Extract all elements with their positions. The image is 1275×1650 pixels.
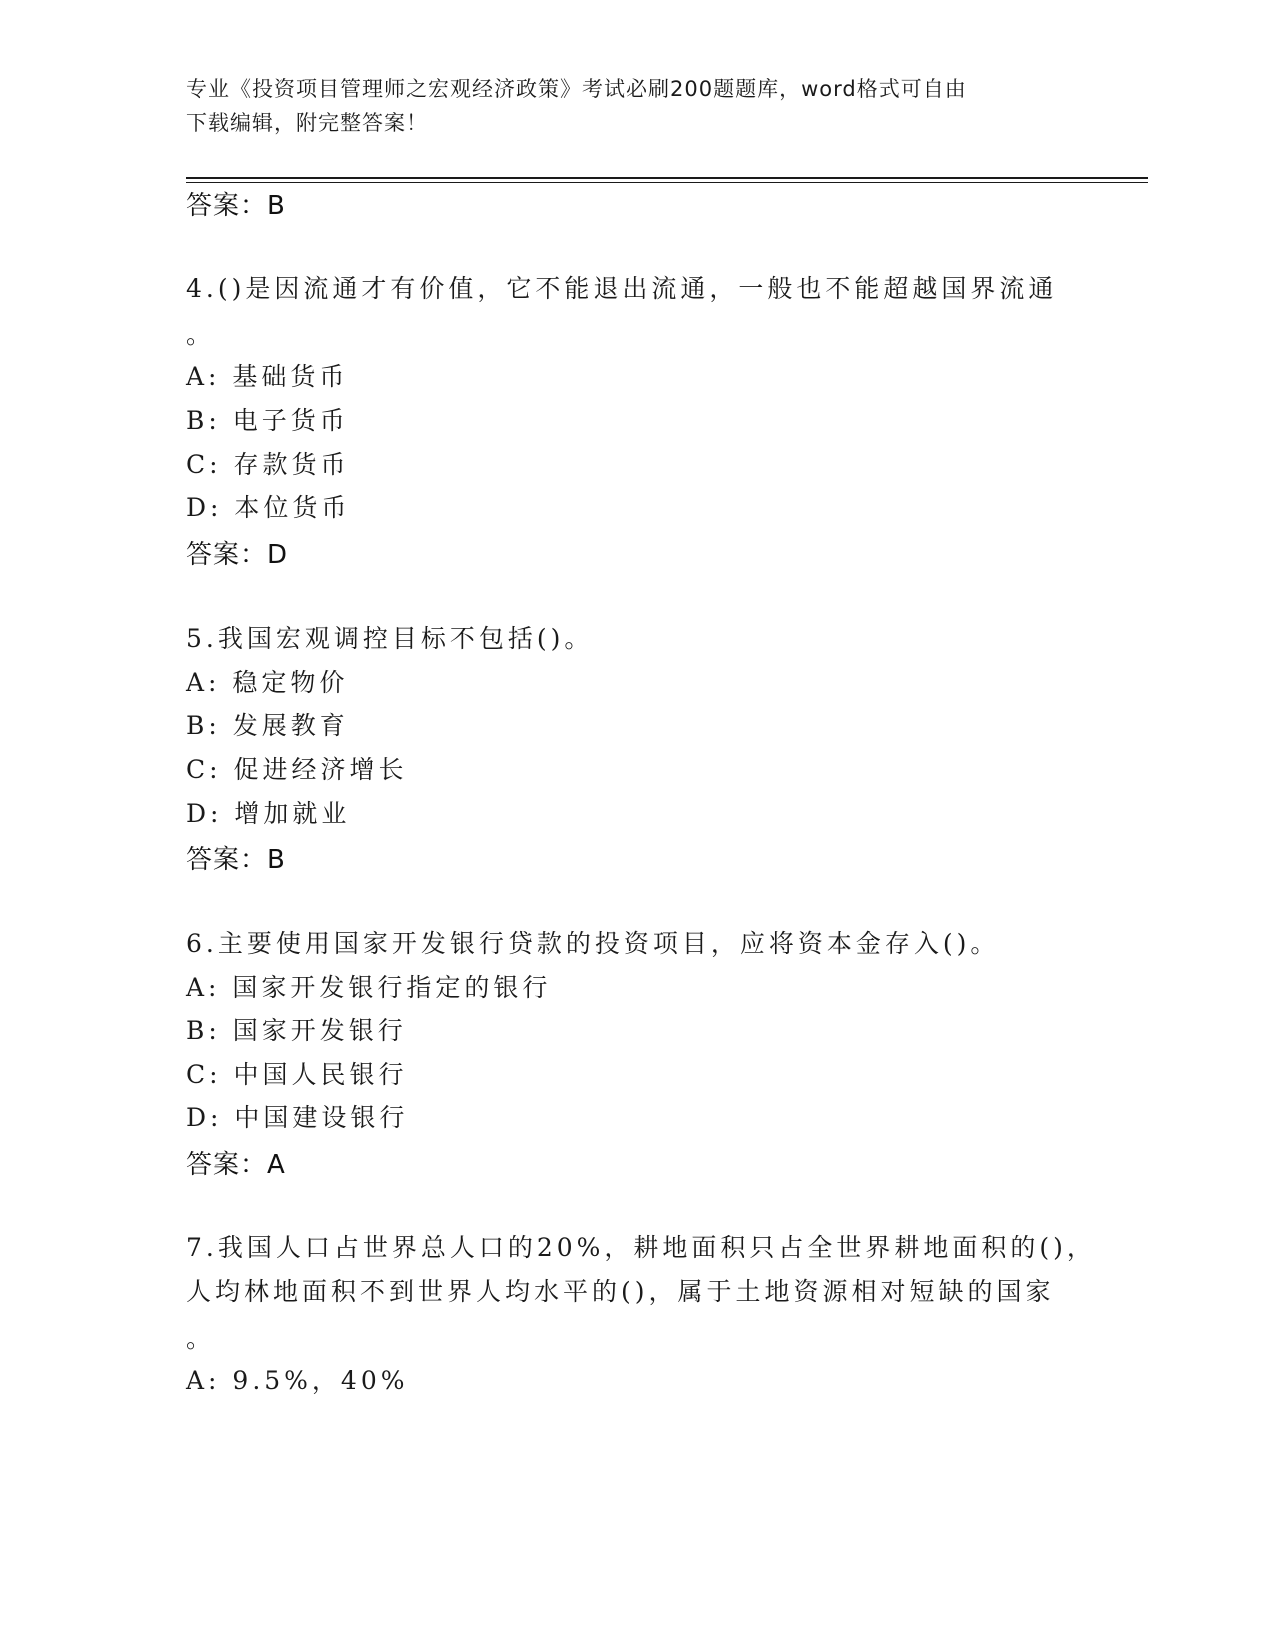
answer-q4: 答案：D (186, 540, 289, 570)
question-5-option-c: C: 促进经济增长 (186, 755, 408, 784)
question-7-text-end: 。 (186, 1324, 216, 1353)
question-4-option-a: A: 基础货币 (186, 362, 349, 391)
question-4-option-b: B: 电子货币 (186, 406, 349, 435)
header-line-1: 专业《投资项目管理师之宏观经济政策》考试必刷200题题库，word格式可自由 (186, 77, 967, 101)
document-header (186, 72, 1066, 140)
question-5-option-b: B: 发展教育 (186, 711, 349, 740)
question-4-text: 4.()是因流通才有价值，它不能退出流通，一般也不能超越国界流通 (186, 274, 1058, 303)
question-6-option-d: D: 中国建设银行 (186, 1103, 409, 1132)
question-5-option-d: D: 增加就业 (186, 799, 351, 828)
question-4-text-cont: 。 (186, 320, 216, 349)
answer-q5: 答案：B (186, 845, 286, 875)
question-7-text: 7.我国人口占世界总人口的20%，耕地面积只占全世界耕地面积的()， (186, 1233, 1096, 1262)
header-line-2: 下载编辑，附完整答案！ (186, 111, 428, 135)
answer-q6: 答案：A (186, 1150, 286, 1180)
question-6-text: 6.主要使用国家开发银行贷款的投资项目，应将资本金存入()。 (186, 929, 1000, 958)
question-5-text: 5.我国宏观调控目标不包括()。 (186, 624, 594, 653)
question-4-option-c: C: 存款货币 (186, 450, 350, 479)
question-6-option-b: B: 国家开发银行 (186, 1016, 407, 1045)
header-rule-thin (186, 182, 1148, 183)
question-4-option-d: D: 本位货币 (186, 493, 351, 522)
header-rule-thick (186, 177, 1148, 179)
question-7-text-cont: 人均林地面积不到世界人均水平的()，属于土地资源相对短缺的国家 (186, 1277, 1055, 1306)
question-5-option-a: A: 稳定物价 (186, 668, 349, 697)
question-6-option-a: A: 国家开发银行指定的银行 (186, 973, 552, 1002)
question-7-option-a: A: 9.5%，40% (186, 1366, 409, 1395)
answer-q3: 答案：B (186, 191, 286, 221)
question-6-option-c: C: 中国人民银行 (186, 1060, 408, 1089)
